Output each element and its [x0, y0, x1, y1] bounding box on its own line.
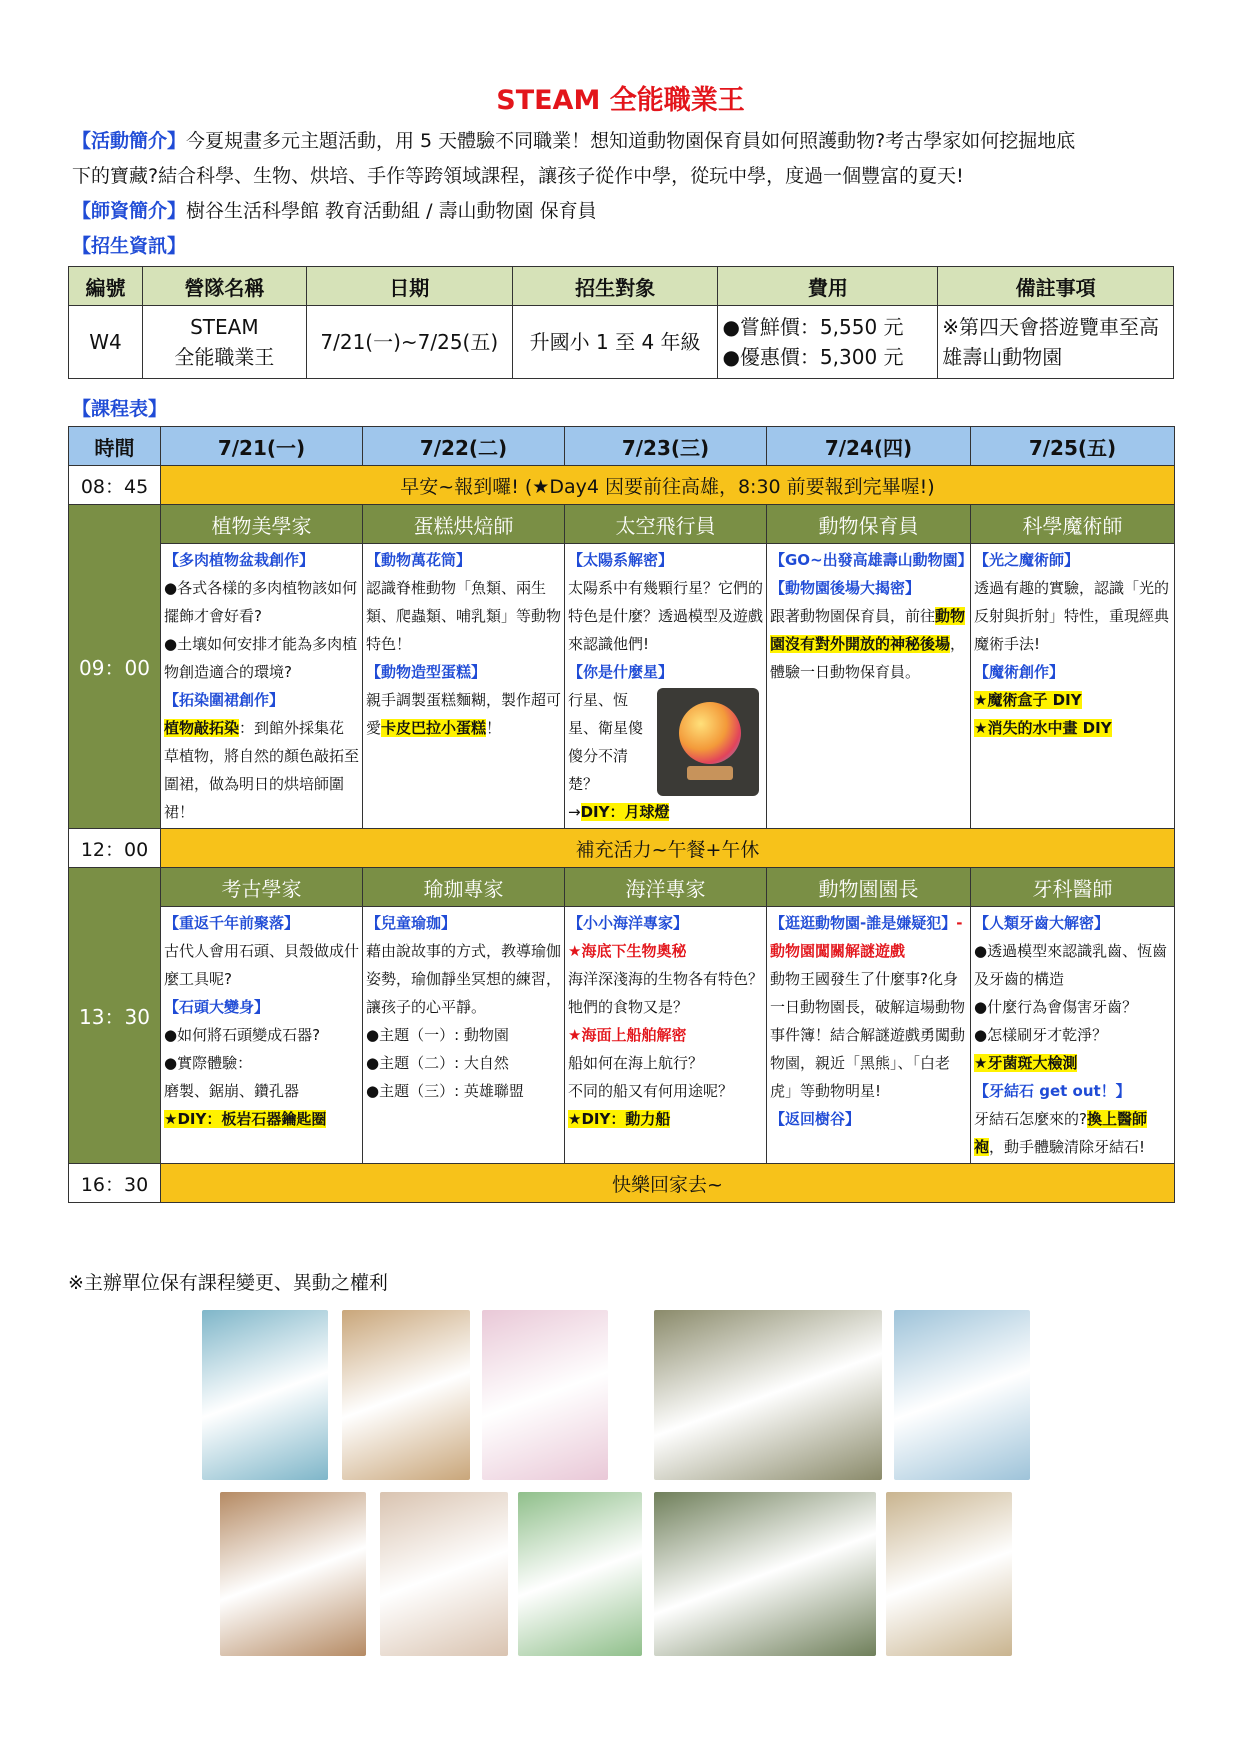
highlight-text: 植物敲拓染: [164, 719, 240, 737]
moon-lamp-photo: [657, 688, 759, 796]
schedule-header: 7/22(二): [363, 427, 565, 466]
course-title: 植物美學家: [161, 505, 363, 544]
cell-heading: 【動物園後場大揭密】: [770, 579, 921, 597]
enroll-label: 【招生資訊】: [72, 235, 187, 257]
camp-name: [142, 306, 306, 379]
course-title: 動物保育員: [767, 505, 971, 544]
cell-heading: 【拓染圍裙創作】: [164, 691, 285, 709]
fee-early: ●嘗鮮價：5,550 元: [722, 315, 904, 339]
cell-text: [974, 686, 1171, 714]
lunch-text: 補充活力~午餐+午休: [161, 829, 1175, 868]
schedule-header: 7/23(三): [565, 427, 767, 466]
cell-text: ●主題（一）: 動物園: [366, 1026, 509, 1044]
cell-text-span: 跟著動物園保育員，前往: [770, 607, 936, 625]
course-title: 瑜珈專家: [363, 868, 565, 907]
checkin-row: [69, 466, 1175, 505]
camp-date: 7/21(一)~7/25(五): [306, 306, 512, 379]
cell-heading: 【返回樹谷】: [770, 1110, 861, 1128]
intro-label: 【活動簡介】: [72, 130, 187, 152]
cell-text: ●什麼行為會傷害牙齒？: [974, 998, 1138, 1016]
cell-heading: 【石頭大變身】: [164, 998, 270, 1016]
cell-heading: 【動物萬花筒】: [366, 551, 472, 569]
info-header: 日期: [306, 267, 512, 306]
enroll-line: [72, 229, 1180, 264]
highlight-text: ★消失的水中畫 DIY: [974, 719, 1112, 737]
cell-heading: 【動物造型蛋糕】: [366, 663, 487, 681]
cell-subheading: ★海面上船舶解密: [568, 1026, 687, 1044]
pm-day2-cell: [363, 907, 565, 1164]
pm-day5-cell: [971, 907, 1175, 1164]
cell-heading: 【兒童瑜珈】: [366, 914, 457, 932]
info-row: [69, 306, 1174, 379]
camp-target: 升國小 1 至 4 年級: [512, 306, 718, 379]
teacher-line: [72, 194, 1180, 229]
camp-name-line1: STEAM: [190, 315, 259, 339]
activity-photo: [654, 1492, 876, 1656]
cell-text: ●土壤如何安排才能為多肉植物創造適合的環境?: [164, 635, 358, 681]
info-header: 招生對象: [512, 267, 718, 306]
time-1330: 13：30: [69, 868, 161, 1164]
cell-text-span: ：到館外採集花草植物，將自然的顏色敲拓至圍裙，做為明日的烘培師圍裙！: [164, 719, 360, 821]
cell-text: 動物王國發生了什麼事?化身一日動物園長，破解這場動物事件簿！結合解謎遊戲勇闖動物園，親近「黑熊」、「白老虎」等動物明星!: [770, 970, 966, 1100]
activity-photo: [886, 1492, 1012, 1656]
activity-photo: [380, 1492, 508, 1656]
highlight-text: ★DIY：動力船: [568, 1110, 671, 1128]
info-header: 營隊名稱: [142, 267, 306, 306]
cell-text: [974, 1105, 1171, 1161]
highlight-text: ★魔術盒子 DIY: [974, 691, 1082, 709]
am-day3-cell: [565, 544, 767, 829]
info-header-row: [69, 267, 1174, 306]
cell-heading: 【太陽系解密】: [568, 551, 674, 569]
intro-text-1a: 今夏規畫多元主題活動，用 5 天體驗不同職業！想知道動物園保育員如何照護動物?考古學家如何挖掘地底: [186, 130, 1076, 152]
schedule-header: 7/25(五): [971, 427, 1175, 466]
cell-text-span: ！: [486, 719, 502, 737]
camp-code: W4: [69, 306, 143, 379]
cell-text: [568, 798, 763, 826]
lunch-row: [69, 829, 1175, 868]
course-title: 蛋糕烘焙師: [363, 505, 565, 544]
time-0900: 09：00: [69, 505, 161, 829]
course-title: 科學魔術師: [971, 505, 1175, 544]
schedule-label: 【課程表】: [72, 398, 168, 420]
schedule-header-row: [69, 427, 1175, 466]
cell-heading: 【魔術創作】: [974, 663, 1065, 681]
cell-text: ●實際體驗：: [164, 1054, 253, 1072]
cell-text: [770, 602, 967, 686]
cell-subheading: ★海底下生物奧秘: [568, 942, 687, 960]
cell-text: 船如何在海上航行？: [568, 1054, 704, 1072]
info-header: 費用: [718, 267, 938, 306]
pm-day4-cell: [767, 907, 971, 1164]
cell-text: [568, 1105, 763, 1133]
cell-text: 行星、恆星、衛星傻傻分不清楚？: [568, 691, 644, 793]
cell-text: [164, 714, 359, 826]
activity-photo: [894, 1310, 1030, 1480]
checkin-text: 早安~報到囉! (★Day4 因要前往高雄，8:30 前要報到完畢喔!): [161, 466, 1175, 505]
cell-heading: 【GO~出發高雄壽山動物園】: [770, 551, 973, 569]
home-row: [69, 1164, 1175, 1203]
highlight-text: DIY：月球燈: [580, 803, 670, 821]
cell-text-span: ，動手體驗清除牙結石!: [989, 1138, 1146, 1156]
intro-line-2: 下的寶藏?結合科學、生物、烘培、手作等跨領域課程，讓孩子從作中學，從玩中學，度過一個豐富的夏天!: [72, 165, 964, 187]
cell-subheading: -動物園闖關解謎遊戲: [770, 914, 963, 960]
highlight-text: 卡皮巴拉小蛋糕: [381, 719, 487, 737]
schedule-header: 時間: [69, 427, 161, 466]
am-day1-cell: [161, 544, 363, 829]
highlight-text: 換上醫師袍: [974, 1110, 1147, 1156]
schedule-header: 7/24(四): [767, 427, 971, 466]
fee-discount: ●優惠價：5,300 元: [722, 345, 904, 369]
teacher-label: 【師資簡介】: [72, 200, 187, 222]
arrow-text: →: [568, 803, 581, 821]
cell-text-span: 親手調製蛋糕麵糊，製作超可愛: [366, 691, 562, 737]
cell-text: [974, 1049, 1171, 1077]
course-title: 海洋專家: [565, 868, 767, 907]
home-text: 快樂回家去~: [161, 1164, 1175, 1203]
pm-course-row: [69, 868, 1175, 907]
pm-content-row: [69, 907, 1175, 1164]
activity-photo: [202, 1310, 328, 1480]
cell-text: 太陽系中有幾顆行星？它們的特色是什麼？透過模型及遊戲來認識他們!: [568, 579, 764, 653]
cell-text: 不同的船又有何用途呢？: [568, 1082, 734, 1100]
info-header: 備註事項: [938, 267, 1174, 306]
footnote: ※主辦單位保有課程變更、異動之權利: [68, 1272, 388, 1294]
cell-text: [366, 686, 561, 742]
activity-photo: [654, 1310, 882, 1480]
camp-name-line2: 全能職業王: [174, 345, 275, 369]
cell-heading: 【逛逛動物園-誰是嫌疑犯】: [770, 914, 957, 932]
pm-day1-cell: [161, 907, 363, 1164]
moon-stand: [687, 766, 733, 780]
time-1630: 16：30: [69, 1164, 161, 1203]
activity-photo: [220, 1492, 366, 1656]
cell-heading: 【你是什麼星】: [568, 663, 674, 681]
activity-photo: [482, 1310, 608, 1480]
cell-text-span: 牙結石怎麼來的?: [974, 1110, 1087, 1128]
course-title: 太空飛行員: [565, 505, 767, 544]
activity-photo: [342, 1310, 470, 1480]
teacher-text: 樹谷生活科學館 教育活動組 / 壽山動物園 保育員: [186, 200, 597, 222]
course-title: 牙科醫師: [971, 868, 1175, 907]
cell-text: ●各式各樣的多肉植物該如何擺飾才會好看?: [164, 579, 358, 625]
cell-text: 磨製、鋸崩、鑽孔器: [164, 1082, 300, 1100]
cell-text: ●主題（二）: 大自然: [366, 1054, 509, 1072]
cell-text: [164, 1105, 359, 1133]
activity-photo: [518, 1492, 642, 1656]
intro-line-1: [72, 124, 1180, 159]
cell-text: 古代人會用石頭、貝殼做成什麼工具呢?: [164, 942, 360, 988]
enroll-info-table: [68, 266, 1174, 379]
camp-fee: [718, 306, 938, 379]
cell-text: 認識脊椎動物「魚類、兩生類、爬蟲類、哺乳類」等動物特色！: [366, 579, 562, 653]
am-day5-cell: [971, 544, 1175, 829]
time-1200: 12：00: [69, 829, 161, 868]
cell-heading: 【多肉植物盆栽創作】: [164, 551, 315, 569]
schedule-table: [68, 426, 1175, 1203]
am-course-row: [69, 505, 1175, 544]
cell-heading: 【小小海洋專家】: [568, 914, 689, 932]
time-0845: 08：45: [69, 466, 161, 505]
page-title: STEAM 全能職業王: [496, 85, 745, 116]
cell-text: 藉由說故事的方式，教導瑜伽姿勢，瑜伽靜坐冥想的練習，讓孩子的心平靜。: [366, 942, 562, 1016]
cell-text: ●主題（三）: 英雄聯盟: [366, 1082, 524, 1100]
highlight-text: ★DIY：板岩石器鑰匙圈: [164, 1110, 327, 1128]
am-day2-cell: [363, 544, 565, 829]
info-header: 編號: [69, 267, 143, 306]
am-content-row: [69, 544, 1175, 829]
cell-heading: 【牙結石 get out！】: [974, 1082, 1131, 1100]
cell-text: ●怎樣刷牙才乾淨？: [974, 1026, 1108, 1044]
schedule-header: 7/21(一): [161, 427, 363, 466]
am-day4-cell: [767, 544, 971, 829]
highlight-text: 動物園沒有對外開放的神秘後場: [770, 607, 966, 653]
cell-heading: 【光之魔術師】: [974, 551, 1080, 569]
cell-text-span: ，體驗一日動物保育員。: [770, 635, 966, 681]
cell-heading-line: [770, 909, 967, 965]
cell-text: 透過有趣的實驗，認識「光的反射與折射」特性，重現經典魔術手法!: [974, 579, 1170, 653]
cell-text: 海洋深淺海的生物各有特色？牠們的食物又是？: [568, 970, 764, 1016]
cell-heading: 【人類牙齒大解密】: [974, 914, 1110, 932]
cell-text: ●如何將石頭變成石器?: [164, 1026, 321, 1044]
course-title: 考古學家: [161, 868, 363, 907]
intro-section: [72, 124, 1180, 264]
cell-text: [974, 714, 1171, 742]
cell-heading: 【重返千年前聚落】: [164, 914, 300, 932]
pm-day3-cell: [565, 907, 767, 1164]
camp-note: ※第四天會搭遊覽車至高雄壽山動物園: [938, 306, 1174, 379]
moon-ball: [679, 702, 741, 764]
course-title: 動物園園長: [767, 868, 971, 907]
highlight-text: ★牙菌斑大檢測: [974, 1054, 1078, 1072]
cell-text: ●透過模型來認識乳齒、恆齒及牙齒的構造: [974, 942, 1168, 988]
